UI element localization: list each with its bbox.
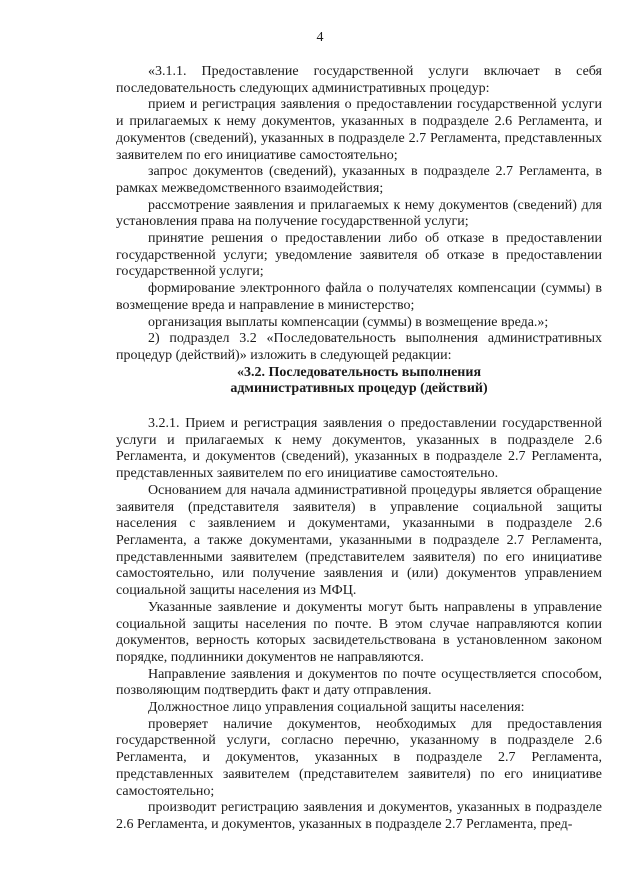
amendment-paragraph: 2) подраздел 3.2 «Последовательность выполнения административных процедур (действий)» изложить в следующей редакции:	[116, 331, 602, 363]
procedure-item: запрос документов (сведений), указанных в подразделе 2.7 Регламента, в рамках межведомственного взаимодействия;	[116, 164, 602, 196]
procedure-item: принятие решения о предоставлении либо об отказе в предоставлении государственной услуги; уведомление заявителя об отказе в предоставлении государственной услуги;	[116, 231, 602, 280]
section-intro: «3.1.1. Предоставление государственной услуги включает в себя последовательность следующих административных процедур:	[116, 64, 602, 96]
body-paragraph: производит регистрацию заявления и документов, указанных в подразделе 2.6 Регламента, и документов, указанных в подразделе 2.7 Регламента, пред-	[116, 800, 602, 832]
procedure-item: прием и регистрация заявления о предоставлении государственной услуги и прилагаемых к нему документов, указанных в подразделе 2.6 Регламента, и документов (сведений), указанных в подразделе 2.7 Регламента, представленных заявителем по его инициативе самостоятельно;	[116, 97, 602, 163]
body-paragraph: Направление заявления и документов по почте осуществляется способом, позволяющим подтвердить факт и дату отправления.	[116, 666, 602, 699]
body-paragraph: Основанием для начала административной процедуры является обращение заявителя (представителя заявителя) в управление социальной защиты населения с заявлением и документами, указанными в подразделе 2.6 Регламента, а также документами, указанными в подразделе 2.7 Регламента, представленными заявителем (представителем заявителя) по его инициативе самостоятельно, или получение заявления и (или) документов управлением социальной защиты населения из МФЦ.	[116, 482, 602, 599]
procedure-item: формирование электронного файла о получателях компенсации (суммы) в возмещение вреда и направление в министерство;	[116, 281, 602, 313]
document-body	[116, 64, 602, 834]
section-heading-line: административных процедур (действий)	[230, 381, 488, 397]
body-paragraph: Указанные заявление и документы могут быть направлены в управление социальной защиты населения по почте. В этом случае направляются копии документов, верность которых засвидетельствована в установленном законом порядке, подлинники документов не направляются.	[116, 599, 602, 665]
page-number: 4	[316, 30, 324, 45]
body-paragraph: 3.2.1. Прием и регистрация заявления о предоставлении государственной услуги и прилагаемых к нему документов, указанных в подразделе 2.6 Регламента, и документов (сведений), указанных в подразделе 2.7 Регламента, представленных заявителем по его инициативе самостоятельно.	[116, 416, 602, 482]
body-paragraph: Должностное лицо управления социальной защиты населения:	[148, 700, 525, 716]
spacer	[116, 398, 602, 416]
body-paragraph: проверяет наличие документов, необходимых для предоставления государственной услуги, согласно перечню, указанному в подразделе 2.6 Регламента, и документов, указанных в подразделе 2.7 Регламента, представленных заявителем (представителем заявителя) по его инициативе самостоятельно;	[116, 716, 602, 799]
section-heading	[116, 365, 602, 398]
procedure-item: рассмотрение заявления и прилагаемых к нему документов (сведений) для установления права на получение государственной услуги;	[116, 197, 602, 230]
procedure-item: организация выплаты компенсации (суммы) в возмещение вреда.»;	[148, 314, 549, 330]
section-heading-line: «3.2. Последовательность выполнения	[236, 364, 482, 380]
